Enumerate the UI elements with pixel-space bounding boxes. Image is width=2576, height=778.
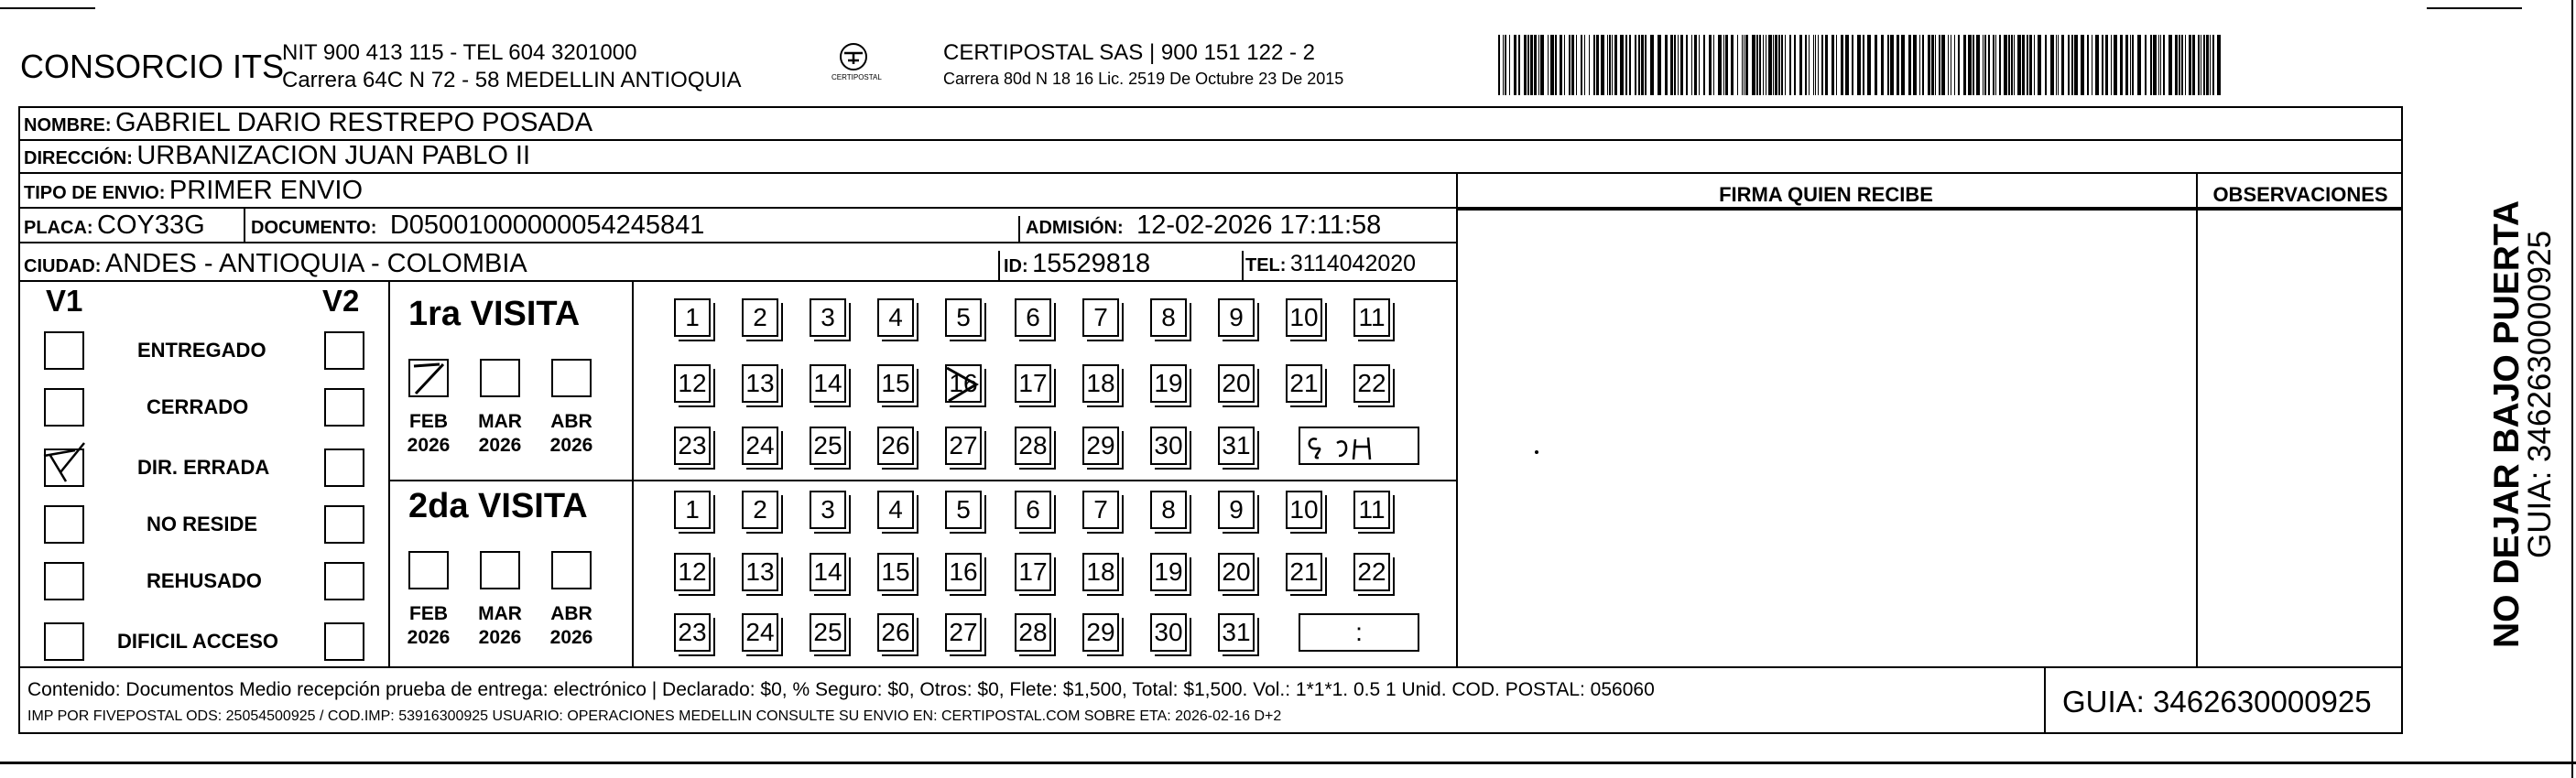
status-v2-checkbox[interactable] <box>324 388 364 427</box>
second-visit-day-27[interactable]: 27 <box>945 613 982 652</box>
v2-label: V2 <box>322 284 360 318</box>
second-visit-day-15[interactable]: 15 <box>877 553 914 591</box>
status-v2-checkbox[interactable] <box>324 562 364 600</box>
second-visit-day-1[interactable]: 1 <box>674 491 711 529</box>
status-label: DIR. ERRADA <box>137 456 270 479</box>
month-label: ABR 2026 <box>549 411 593 456</box>
company-nit-tel: NIT 900 413 115 - TEL 604 3201000 <box>282 40 637 65</box>
month-label: FEB 2026 <box>407 411 451 456</box>
status-v1-checkbox[interactable] <box>44 505 84 544</box>
first-visit-day-20[interactable]: 20 <box>1218 364 1255 403</box>
status-v2-checkbox[interactable] <box>324 622 364 661</box>
tel-row <box>1245 251 1416 277</box>
first-visit-day-13[interactable]: 13 <box>742 364 778 403</box>
first-visit-day-6[interactable]: 6 <box>1015 298 1051 337</box>
certipostal-line2: Carrera 80d N 18 16 Lic. 2519 De Octubre 23 De 2015 <box>943 70 1344 88</box>
status-v2-checkbox[interactable] <box>324 505 364 544</box>
second-visit-day-13[interactable]: 13 <box>742 553 778 591</box>
check-mark-icon <box>408 359 449 397</box>
second-visit-month-checkbox[interactable] <box>408 551 449 589</box>
id-value: 15529818 <box>1032 249 1151 278</box>
documento-row <box>251 211 704 241</box>
month-label: FEB 2026 <box>407 603 451 648</box>
status-v2-checkbox[interactable] <box>324 331 364 370</box>
direccion-label: DIRECCIÓN: <box>24 148 133 168</box>
second-visit-title: 2da VISITA <box>408 487 588 525</box>
admision-row <box>1026 211 1381 241</box>
company-address: Carrera 64C N 72 - 58 MEDELLIN ANTIOQUIA <box>282 68 742 92</box>
second-visit-day-25[interactable]: 25 <box>810 613 846 652</box>
second-visit-day-7[interactable]: 7 <box>1082 491 1119 529</box>
side-guia: GUIA: 3462630000925 <box>2522 230 2558 558</box>
firma-header: FIRMA QUIEN RECIBE <box>1719 183 1933 206</box>
second-visit-day-19[interactable]: 19 <box>1150 553 1187 591</box>
second-visit-day-30[interactable]: 30 <box>1150 613 1187 652</box>
status-label: DIFICIL ACCESO <box>117 630 279 653</box>
admision-label: ADMISIÓN: <box>1026 218 1124 238</box>
first-visit-time-box[interactable] <box>1299 427 1419 465</box>
footer-line2: IMP POR FIVEPOSTAL ODS: 25054500925 / COD.IMP: 53916300925 USUARIO: OPERACIONES MEDELLIN CONSULTE SU ENVIO EN: CERTIPOSTAL.COM SOBRE ETA: 2026-02-16 D+2 <box>27 708 1282 724</box>
second-visit-day-9[interactable]: 9 <box>1218 491 1255 529</box>
certipostal-line1: CERTIPOSTAL SAS | 900 151 122 - 2 <box>943 40 1315 65</box>
tipo-envio-label: TIPO DE ENVIO: <box>24 183 166 203</box>
first-visit-day-4[interactable]: 4 <box>877 298 914 337</box>
first-visit-day-8[interactable]: 8 <box>1150 298 1187 337</box>
first-visit-day-2[interactable]: 2 <box>742 298 778 337</box>
second-visit-day-10[interactable]: 10 <box>1286 491 1322 529</box>
check-mark-icon <box>943 364 984 405</box>
placa-row <box>24 211 205 241</box>
first-visit-day-23[interactable]: 23 <box>674 427 711 465</box>
certipostal-logo <box>824 40 883 92</box>
second-visit-time-box[interactable]: : <box>1299 613 1419 652</box>
first-visit-month-checkbox[interactable] <box>408 359 449 397</box>
second-visit-day-6[interactable]: 6 <box>1015 491 1051 529</box>
second-visit-day-21[interactable]: 21 <box>1286 553 1322 591</box>
placa-label: PLACA: <box>24 218 93 238</box>
first-visit-day-26[interactable]: 26 <box>877 427 914 465</box>
tel-label: TEL: <box>1245 255 1287 276</box>
tel-value: 3114042020 <box>1289 251 1417 276</box>
first-visit-day-1[interactable]: 1 <box>674 298 711 337</box>
second-visit-day-20[interactable]: 20 <box>1218 553 1255 591</box>
first-visit-day-14[interactable]: 14 <box>810 364 846 403</box>
second-visit-day-29[interactable]: 29 <box>1082 613 1119 652</box>
first-visit-day-25[interactable]: 25 <box>810 427 846 465</box>
first-visit-title: 1ra VISITA <box>408 295 581 333</box>
status-v1-checkbox[interactable] <box>44 448 84 487</box>
direccion-value: URBANIZACION JUAN PABLO II <box>136 141 531 170</box>
nombre-value: GABRIEL DARIO RESTREPO POSADA <box>115 108 593 137</box>
side-warning: NO DEJAR BAJO PUERTA <box>2487 200 2527 648</box>
second-visit-month-checkbox[interactable] <box>551 551 592 589</box>
status-v1-checkbox[interactable] <box>44 622 84 661</box>
tipo-envio-value: PRIMER ENVIO <box>168 176 364 205</box>
first-visit-day-9[interactable]: 9 <box>1218 298 1255 337</box>
first-visit-day-29[interactable]: 29 <box>1082 427 1119 465</box>
ciudad-value: ANDES - ANTIOQUIA - COLOMBIA <box>104 249 527 278</box>
first-visit-day-19[interactable]: 19 <box>1150 364 1187 403</box>
first-visit-month-checkbox[interactable] <box>480 359 520 397</box>
second-visit-month-checkbox[interactable] <box>480 551 520 589</box>
month-label: MAR 2026 <box>478 411 522 456</box>
first-visit-day-10[interactable]: 10 <box>1286 298 1322 337</box>
id-row <box>1004 249 1150 279</box>
first-visit-day-21[interactable]: 21 <box>1286 364 1322 403</box>
first-visit-day-5[interactable]: 5 <box>945 298 982 337</box>
v1-label: V1 <box>46 284 83 318</box>
observaciones-header: OBSERVACIONES <box>2212 183 2388 206</box>
admision-value: 12-02-2026 17:11:58 <box>1136 211 1382 240</box>
footer-line1: Contenido: Documentos Medio recepción prueba de entrega: electrónico | Declarado: $0, % Seguro: $0, Otros: $0, Flete: $1,500, Total: $1,500. Vol.: 1*1*1. 0.5 1 Unid. COD. POSTAL: 056060 <box>27 679 1655 700</box>
second-visit-day-22[interactable]: 22 <box>1353 553 1390 591</box>
status-label: CERRADO <box>147 395 249 418</box>
second-visit-day-23[interactable]: 23 <box>674 613 711 652</box>
second-visit-day-17[interactable]: 17 <box>1015 553 1051 591</box>
status-v2-checkbox[interactable] <box>324 448 364 487</box>
first-visit-day-7[interactable]: 7 <box>1082 298 1119 337</box>
second-visit-day-31[interactable]: 31 <box>1218 613 1255 652</box>
barcode-icon <box>1498 35 2222 95</box>
direccion-row <box>24 141 530 171</box>
status-v1-checkbox[interactable] <box>44 562 84 600</box>
first-visit-day-30[interactable]: 30 <box>1150 427 1187 465</box>
certipostal-logo-icon <box>824 40 883 92</box>
second-visit-day-2[interactable]: 2 <box>742 491 778 529</box>
month-label: ABR 2026 <box>549 603 593 648</box>
tipo-envio-row <box>24 176 363 206</box>
company-name: CONSORCIO ITS <box>20 48 285 85</box>
first-visit-day-15[interactable]: 15 <box>877 364 914 403</box>
second-visit-day-26[interactable]: 26 <box>877 613 914 652</box>
second-visit-day-3[interactable]: 3 <box>810 491 846 529</box>
ciudad-row <box>24 249 527 279</box>
status-label: REHUSADO <box>147 569 262 592</box>
stray-dot <box>1535 450 1538 454</box>
documento-label: DOCUMENTO: <box>251 218 377 238</box>
first-visit-day-22[interactable]: 22 <box>1353 364 1390 403</box>
second-visit-day-8[interactable]: 8 <box>1150 491 1187 529</box>
first-visit-month-checkbox[interactable] <box>551 359 592 397</box>
status-label: ENTREGADO <box>137 339 266 362</box>
month-label: MAR 2026 <box>478 603 522 648</box>
first-visit-day-31[interactable]: 31 <box>1218 427 1255 465</box>
barcode <box>1498 35 2222 95</box>
second-visit-day-18[interactable]: 18 <box>1082 553 1119 591</box>
placa-value: COY33G <box>97 211 205 240</box>
certipostal-logo-text: CERTIPOSTAL <box>831 73 882 81</box>
footer-guia: GUIA: 3462630000925 <box>2062 685 2372 719</box>
first-visit-day-27[interactable]: 27 <box>945 427 982 465</box>
second-visit-day-12[interactable]: 12 <box>674 553 711 591</box>
first-visit-day-24[interactable]: 24 <box>742 427 778 465</box>
second-visit-day-14[interactable]: 14 <box>810 553 846 591</box>
second-visit-day-4[interactable]: 4 <box>877 491 914 529</box>
first-visit-day-11[interactable]: 11 <box>1353 298 1390 337</box>
second-visit-day-11[interactable]: 11 <box>1353 491 1390 529</box>
second-visit-day-24[interactable]: 24 <box>742 613 778 652</box>
first-visit-day-18[interactable]: 18 <box>1082 364 1119 403</box>
first-visit-day-3[interactable]: 3 <box>810 298 846 337</box>
second-visit-day-28[interactable]: 28 <box>1015 613 1051 652</box>
id-label: ID: <box>1004 256 1028 276</box>
first-visit-day-28[interactable]: 28 <box>1015 427 1051 465</box>
check-mark-icon <box>40 439 92 485</box>
first-visit-day-12[interactable]: 12 <box>674 364 711 403</box>
handwritten-time-icon <box>1300 428 1418 465</box>
first-visit-day-17[interactable]: 17 <box>1015 364 1051 403</box>
nombre-row <box>24 108 592 138</box>
status-v1-checkbox[interactable] <box>44 331 84 370</box>
nombre-label: NOMBRE: <box>24 115 112 135</box>
documento-value: D05001000000054245841 <box>389 211 705 240</box>
first-visit-day-16[interactable]: 16 <box>945 364 982 403</box>
second-visit-day-16[interactable]: 16 <box>945 553 982 591</box>
ciudad-label: CIUDAD: <box>24 256 102 276</box>
status-label: NO RESIDE <box>147 513 258 535</box>
status-v1-checkbox[interactable] <box>44 388 84 427</box>
second-visit-day-5[interactable]: 5 <box>945 491 982 529</box>
